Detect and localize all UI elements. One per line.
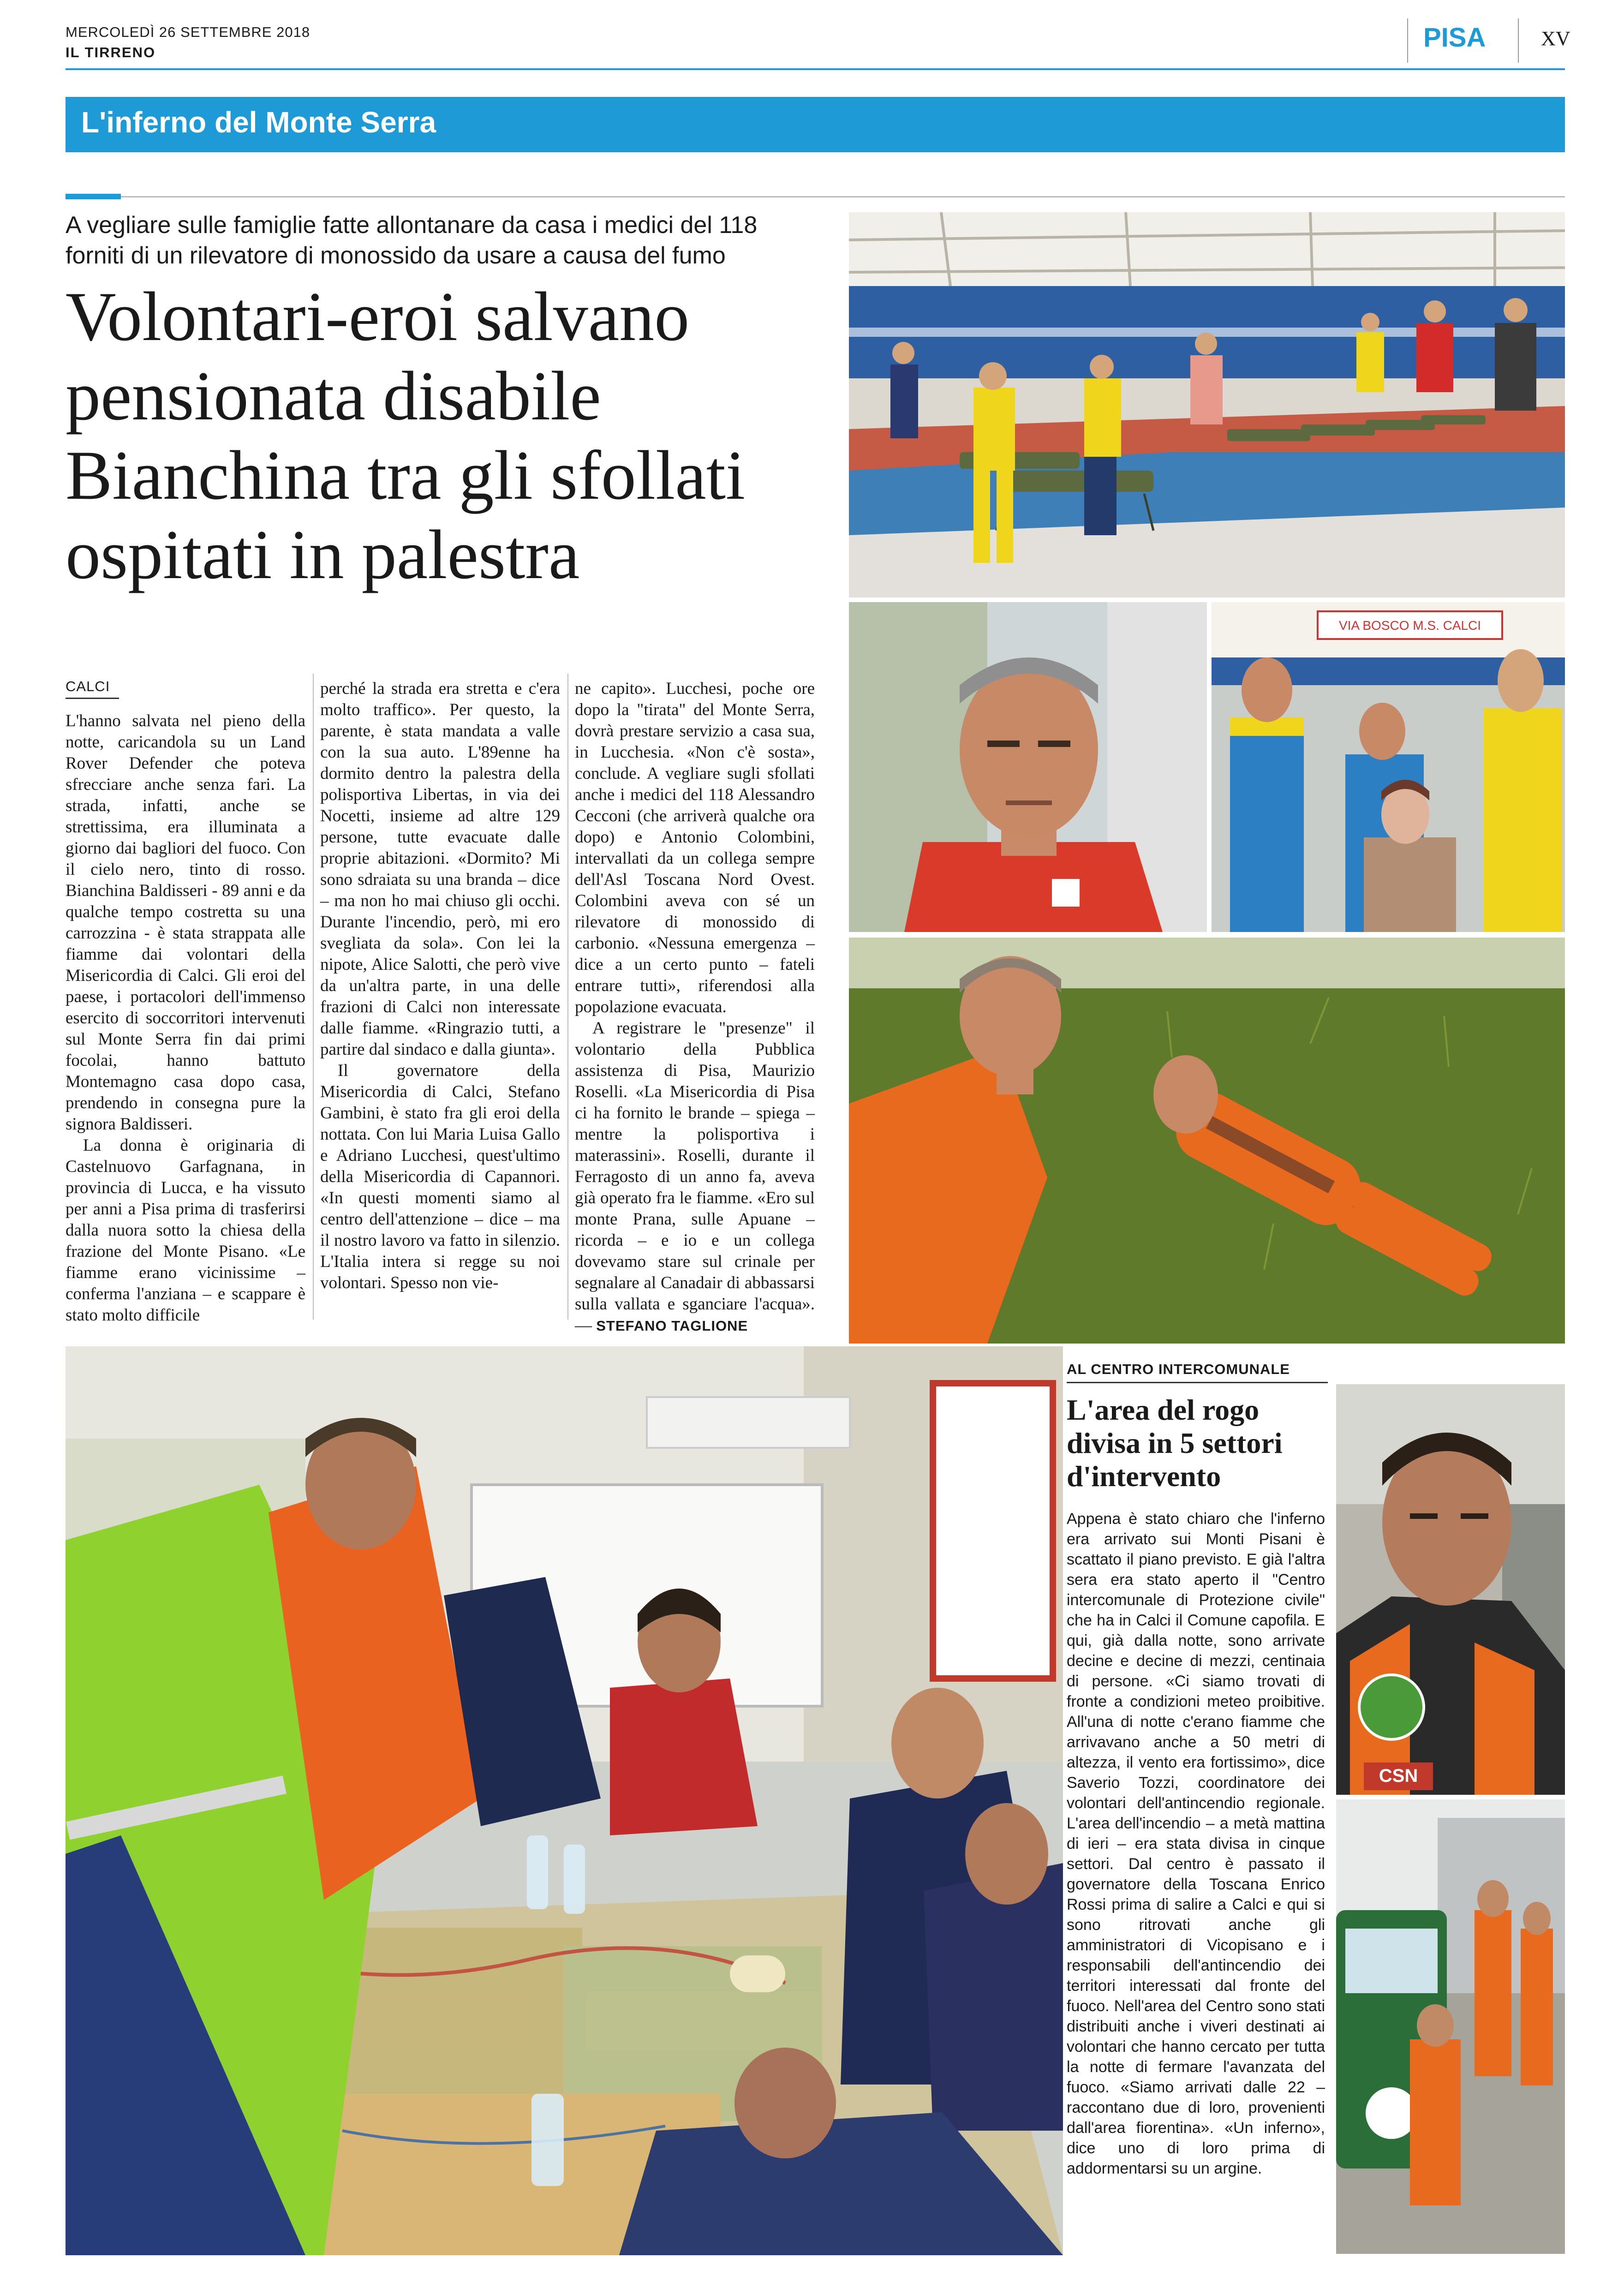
- sidebar-kicker-rule: [1067, 1382, 1328, 1383]
- paragraph: ne capito». Lucchesi, poche ore dopo la "tirata" del Monte Serra, dovrà prestare servizio a casa sua, in Lucchesia. «Non c'è sosta», conclude. A vegliare sugli sfollati anche i medici del 118 Alessandro Cecconi (che arriverà qualche ora dopo) e Antonio Colombini, intervallati da un collega sempre dell'Asl Toscana Nord Ovest. Colombini aveva con sé un rilevatore di monossido di carbonio. «Nessuna emergenza – dice a un certo punto – fateli entrare tutti», riferendosi alla popolazione evacuata.: [575, 679, 815, 1016]
- headline-rule: [121, 196, 1565, 197]
- newspaper-name: IL TIRRENO: [66, 44, 156, 60]
- dateline-rule: [66, 698, 119, 699]
- photo-volunteer-portrait: [849, 602, 1207, 932]
- sidebar-title: L'area del rogo divisa in 5 settori d'intervento: [1067, 1393, 1283, 1493]
- photo-firefighter-closeup: [1336, 1384, 1565, 1795]
- photo-coordination-meeting: [66, 1346, 1063, 2255]
- gym-banner-text: VIA BOSCO M.S. CALCI: [1338, 618, 1481, 633]
- paragraph: La donna è originaria di Castelnuovo Garfagnana, in provincia di Lucca, e ha vissuto per anni a Pisa prima di trasferirsi dalla nuora sotto la chiesa della frazione del Monte Pisano. «Le fiamme erano vicinissime – conferma l'anziana – e scappare è stato molto difficile: [66, 1136, 305, 1325]
- photo-firefighter-closeup-image: [1336, 1384, 1565, 1795]
- topic-label: L'inferno del Monte Serra: [81, 106, 436, 139]
- photo-volunteer-portrait-image: [849, 602, 1207, 932]
- article-column-2: [320, 678, 560, 1294]
- article-title: Volontari-eroi salvano pensionata disabile Bianchina tra gli sfollati ospitati in palestra: [66, 278, 746, 593]
- badge-text: CSN: [1379, 1766, 1418, 1786]
- column-rule: [567, 674, 568, 1320]
- masthead-separator: [1518, 18, 1519, 63]
- headline-accent: [66, 194, 121, 199]
- masthead-rule: [66, 68, 1565, 70]
- photo-volunteers-with-pensioner-image: [1212, 602, 1565, 932]
- photo-firefighters-resting-image: [849, 938, 1565, 1344]
- issue-date: MERCOLEDÌ 26 SETTEMBRE 2018: [66, 24, 310, 40]
- paragraph: L'hanno salvata nel pieno della notte, caricandola su un Land Rover Defender che poteva sfrecciare anche senza fari. La strada, infatti, anche se strettissima, era illuminata a giorno dai bagliori del fuoco. Con il cielo nero, tinto di rosso. Bianchina Baldisseri - 89 anni e da qualche tempo costretta su una carrozzina - è stata strappata alle fiamme dai volontari della Misericordia di Calci. Gli eroi del paese, i portacolori dell'immenso esercito di soccorritori intervenuti sul Monte Serra fin dai primi focolai, hanno battuto Montemagno casa dopo casa, prendendo in consegna pure la signora Baldisseri.: [66, 711, 305, 1134]
- article-kicker: A vegliare sulle famiglie fatte allontanare da casa i medici del 118 forniti di un rilevatore di monossido da usare a causa del fumo: [66, 212, 758, 269]
- paragraph: Il governatore della Misericordia di Calci, Stefano Gambini, è stato fra gli eroi della nottata. Con lui Maria Luisa Gallo e Adriano Lucchesi, quest'ultimo della Misericordia di Capannori. «In questi momenti siamo al centro dell'attenzione – dice – ma il nostro lavoro va fatto in silenzio. L'Italia intera si regge su noi volontari. Spesso non vie-: [320, 1061, 560, 1292]
- sidebar-kicker: AL CENTRO INTERCOMUNALE: [1067, 1361, 1290, 1377]
- section-name: PISA: [1423, 23, 1486, 53]
- paragraph: perché la strada era stretta e c'era molto traffico». Per questo, la parente, è stata mandata a valle con la sua auto. L'89enne ha dormito dentro la palestra della polisportiva Libertas, in via dei Nocetti, insieme ad altre 129 persone, tutte evacuate dalle proprie abitazioni. «Dormito? Mi sono sdraiata su una branda – dice – ma non ho mai chiuso gli occhi. Durante l'incendio, però, mi ero svegliata da sola». Con lei la nipote, Alice Salotti, che però vive da un'altra parte, in una delle frazioni di Calci non interessate dalle fiamme. «Ringrazio tutti, a partire dal sindaco e dalla giunta».: [320, 679, 560, 1059]
- photo-volunteers-truck: [1336, 1799, 1565, 2254]
- article-dateline: CALCI: [66, 678, 110, 694]
- article-column-3: [575, 678, 815, 1337]
- photo-gym-cots: [849, 212, 1565, 597]
- article-column-1: [66, 711, 305, 1326]
- photo-volunteers-truck-image: [1336, 1799, 1565, 2254]
- page-number: XV: [1541, 27, 1570, 50]
- photo-firefighters-resting: [849, 938, 1565, 1344]
- paragraph: A registrare le "presenze" il volontario della Pubblica assistenza di Pisa, Maurizio Roselli. «La Misericordia di Pisa ci ha fornito le brande – spiega – mentre la polisportiva i materassini». Roselli, durante il Ferragosto di un anno fa, aveva già operato fra le fiamme. «Ero sul monte Prana, sulle Apuane – ricorda – e io e un collega dovevamo stare sul crinale per segnalare al Canadair di abbassarsi sulla vallata e sganciare l'acqua». — STEFANO TAGLIONE: [575, 1019, 815, 1335]
- photo-volunteers-with-pensioner: [1212, 602, 1565, 932]
- photo-gym-cots-image: [849, 212, 1565, 597]
- photo-coordination-meeting-image: [66, 1346, 1063, 2255]
- column-rule: [313, 674, 314, 1320]
- sidebar-body: Appena è stato chiaro che l'inferno era arrivato sui Monti Pisani è scattato il piano previsto. E già l'altra sera era stato aperto il "Centro intercomunale di Protezione civile" che ha in Calci il Comune capofila. E qui, già dalla notte, sono arrivate decine e decine di mezzi, centinaia di persone. «Ci siamo trovati di fronte a condizioni meteo proibitive. All'una di notte c'erano fiamme che arrivavano anche a 50 metri di altezza, il vento era fortissimo», dice Saverio Tozzi, coordinatore dei volontari dell'antincendio regionale. L'area dell'incendio – a metà mattina di ieri – era stata divisa in cinque settori. Dal centro è passato il governatore della Toscana Enrico Rossi prima di salire a Calci e qui si sono ritrovati anche gli amministratori di Vicopisano e i responsabili dell'antincendio dei territori interessati dal fronte del fuoco. Nell'area del Centro sono stati distribuiti anche i viveri destinati ai volontari che hanno cercato per tutta la notte di fermare l'avanzata del fuoco. «Siamo arrivati dalle 22 – raccontano due di loro, provenienti dall'area fiorentina». «Un inferno», dice uno di loro prima di addormentarsi su un argine.: [1067, 1510, 1325, 2177]
- byline: STEFANO TAGLIONE: [596, 1318, 748, 1334]
- masthead-separator: [1407, 18, 1408, 63]
- paragraph-text: A registrare le "presenze" il volontario della Pubblica assistenza di Pisa, Maurizio Roselli. «La Misericordia di Pisa ci ha fornito le brande – spiega – mentre la polisportiva i materassini». Roselli, durante il Ferragosto di un anno fa, aveva già operato fra le fiamme. «Ero sul monte Prana, sulle Apuane – ricorda – e io e un collega dovevamo stare sul crinale per segnalare al Canadair di abbassarsi sulla vallata e sganciare l'acqua».: [575, 1019, 815, 1314]
